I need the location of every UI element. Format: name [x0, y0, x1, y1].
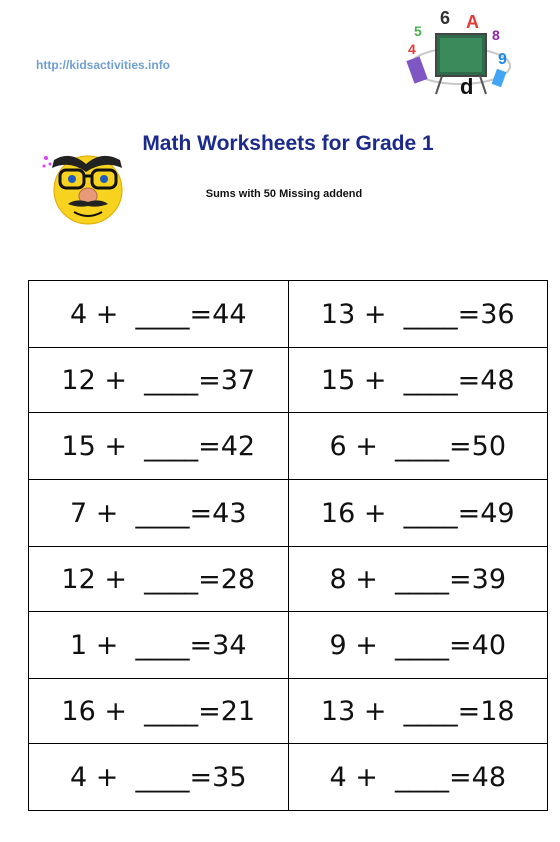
sum: =50 [449, 430, 507, 462]
table-row [29, 348, 548, 413]
problem-cell [29, 413, 289, 480]
addend: 15 + [320, 364, 387, 396]
problem-cell [29, 612, 289, 679]
addend: 16 + [320, 497, 387, 529]
clipart-letter: 9 [498, 51, 507, 68]
problem-cell [288, 413, 548, 480]
sum: =39 [449, 563, 507, 595]
addend: 6 + [329, 430, 378, 462]
sum: =34 [189, 629, 247, 661]
chalkboard-clipart [402, 4, 518, 96]
table-row [29, 612, 548, 679]
sum: =21 [198, 695, 256, 727]
answer-blank[interactable]: ____ [135, 761, 190, 793]
addend: 13 + [320, 298, 387, 330]
answer-blank[interactable]: ____ [144, 430, 199, 462]
answer-blank[interactable]: ____ [403, 497, 458, 529]
sum: =48 [457, 364, 515, 396]
worksheet-subtitle: Sums with 50 Missing addend [205, 188, 363, 200]
answer-blank[interactable]: ____ [403, 364, 458, 396]
problem-cell [288, 679, 548, 744]
addend: 9 + [329, 629, 378, 661]
problem-cell [29, 744, 289, 811]
sum: =42 [198, 430, 256, 462]
problem-cell [288, 348, 548, 413]
sum: =43 [189, 497, 247, 529]
problem-cell [288, 281, 548, 348]
addend: 4 + [69, 761, 119, 793]
problem-table [28, 280, 548, 811]
answer-blank[interactable]: ____ [403, 298, 458, 330]
answer-blank[interactable]: ____ [403, 695, 458, 727]
problem-cell [288, 547, 548, 612]
problem-cell [288, 612, 548, 679]
addend: 4 + [69, 298, 119, 330]
sum: =48 [449, 761, 507, 793]
addend: 7 + [69, 497, 119, 529]
table-row [29, 679, 548, 744]
addend: 4 + [329, 761, 378, 793]
problem-cell [288, 744, 548, 811]
clipart-letter: 8 [492, 27, 500, 43]
addend: 15 + [61, 430, 127, 462]
problem-cell [29, 547, 289, 612]
addend: 1 + [69, 629, 119, 661]
sum: =35 [189, 761, 247, 793]
table-row [29, 547, 548, 612]
sum: =28 [198, 563, 256, 595]
clipart-letter: 5 [414, 23, 422, 39]
answer-blank[interactable]: ____ [395, 563, 450, 595]
answer-blank[interactable]: ____ [144, 563, 199, 595]
sum: =40 [449, 629, 507, 661]
clipart-letter: 4 [408, 41, 416, 57]
answer-blank[interactable]: ____ [135, 629, 190, 661]
addend: 16 + [61, 695, 127, 727]
problem-cell [29, 480, 289, 547]
sum: =36 [457, 298, 515, 330]
addend: 12 + [61, 364, 127, 396]
page-title: Math Worksheets for Grade 1 [142, 132, 434, 155]
sum: =49 [457, 497, 515, 529]
problem-cell [29, 679, 289, 744]
answer-blank[interactable]: ____ [395, 430, 450, 462]
table-row [29, 413, 548, 480]
answer-blank[interactable]: ____ [395, 629, 450, 661]
addend: 8 + [329, 563, 378, 595]
clipart-letter: d [460, 74, 474, 96]
problem-cell [29, 348, 289, 413]
answer-blank[interactable]: ____ [135, 298, 190, 330]
problem-cell [288, 480, 548, 547]
clipart-letter: 6 [440, 8, 451, 28]
answer-blank[interactable]: ____ [395, 761, 450, 793]
sum: =18 [457, 695, 515, 727]
sum: =37 [198, 364, 256, 396]
answer-blank[interactable]: ____ [135, 497, 190, 529]
clipart-letter: A [466, 12, 479, 32]
answer-blank[interactable]: ____ [144, 364, 199, 396]
problem-cell [29, 281, 289, 348]
addend: 13 + [320, 695, 387, 727]
table-row [29, 480, 548, 547]
website-link[interactable]: http://kidsactivities.info [36, 58, 171, 72]
table-row [29, 281, 548, 348]
addend: 12 + [61, 563, 127, 595]
sum: =44 [189, 298, 247, 330]
table-row [29, 744, 548, 811]
answer-blank[interactable]: ____ [144, 695, 199, 727]
